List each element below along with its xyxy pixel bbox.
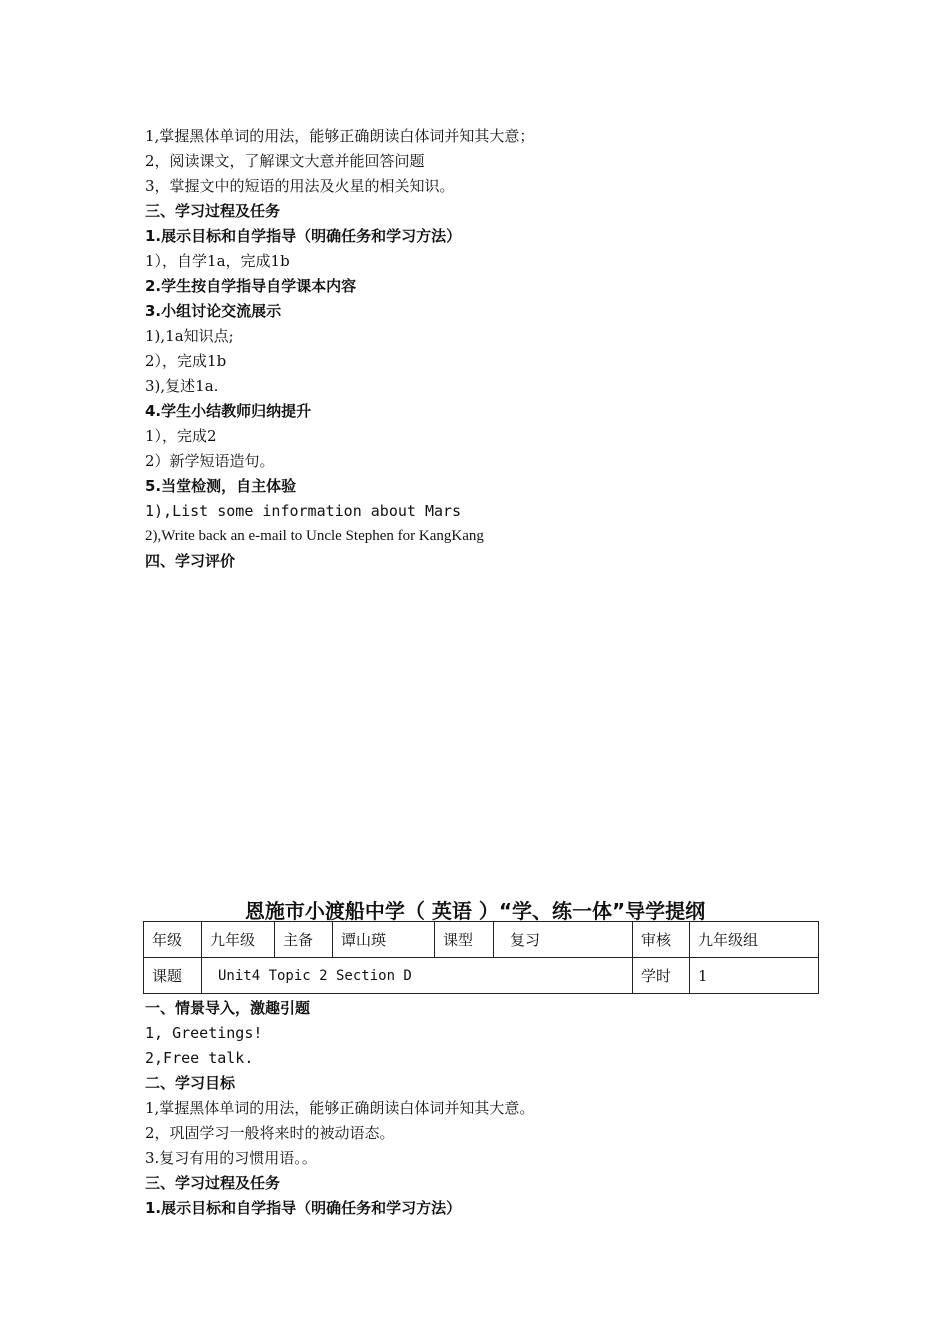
- step-1-heading: 1.展示目标和自学指导（明确任务和学习方法）: [145, 227, 462, 245]
- objective-b-1: 1,掌握黑体单词的用法，能够正确朗读白体词并知其大意。: [145, 1099, 535, 1117]
- step-3-item-2: 2），完成1b: [145, 352, 227, 370]
- author-value: 谭山瑛: [333, 922, 435, 958]
- reviewer-label: 审核: [633, 922, 690, 958]
- topic-label: 课题: [144, 958, 202, 994]
- heading-objectives: 二、学习目标: [145, 1074, 236, 1092]
- step-3-heading: 3.小组讨论交流展示: [145, 302, 282, 320]
- step-5-item-1: 1),List some information about Mars: [145, 502, 462, 520]
- grade-label: 年级: [144, 922, 202, 958]
- heading-evaluation: 四、学习评价: [145, 552, 236, 570]
- step-5-heading: 5.当堂检测，自主体验: [145, 477, 297, 495]
- objective-3: 3，掌握文中的短语的用法及火星的相关知识。: [145, 177, 455, 195]
- hours-label: 学时: [633, 958, 690, 994]
- step-4-item-1: 1），完成2: [145, 427, 217, 445]
- intro-item-1: 1, Greetings!: [145, 1024, 263, 1042]
- lesson-info-table: [143, 921, 819, 994]
- heading-process: 三、学习过程及任务: [145, 202, 281, 220]
- step-2-heading: 2.学生按自学指导自学课本内容: [145, 277, 357, 295]
- hours-value: 1: [690, 958, 819, 994]
- heading-process-b: 三、学习过程及任务: [145, 1174, 281, 1192]
- step-1-heading-b: 1.展示目标和自学指导（明确任务和学习方法）: [145, 1199, 462, 1217]
- step-4-heading: 4.学生小结教师归纳提升: [145, 402, 312, 420]
- objective-2: 2，阅读课文，了解课文大意并能回答问题: [145, 152, 425, 170]
- objective-b-3: 3.复习有用的习惯用语。。: [145, 1149, 317, 1167]
- type-value: 复习: [494, 922, 633, 958]
- grade-value: 九年级: [202, 922, 275, 958]
- topic-value: Unit4 Topic 2 Section D: [202, 958, 633, 994]
- table-row: [144, 922, 819, 958]
- step-3-item-3: 3),复述1a.: [145, 377, 219, 395]
- type-label: 课型: [435, 922, 494, 958]
- reviewer-value: 九年级组: [690, 922, 819, 958]
- document-title: 恩施市小渡船中学（ 英语 ）“学、练一体”导学提纲: [244, 899, 706, 923]
- intro-item-2: 2,Free talk.: [145, 1049, 254, 1067]
- step-3-item-1: 1),1a知识点;: [145, 327, 234, 345]
- objective-1: 1,掌握黑体单词的用法，能够正确朗读白体词并知其大意；: [145, 127, 535, 145]
- step-4-item-2: 2）新学短语造句。: [145, 452, 275, 470]
- heading-intro: 一、情景导入，激趣引题: [145, 999, 311, 1017]
- step-1-item-1: 1），自学1a，完成1b: [145, 252, 290, 270]
- step-5-item-2: 2),Write back an e-mail to Uncle Stephen for KangKang: [145, 528, 484, 544]
- table-row: [144, 958, 819, 994]
- author-label: 主备: [275, 922, 333, 958]
- objective-b-2: 2，巩固学习一般将来时的被动语态。: [145, 1124, 395, 1142]
